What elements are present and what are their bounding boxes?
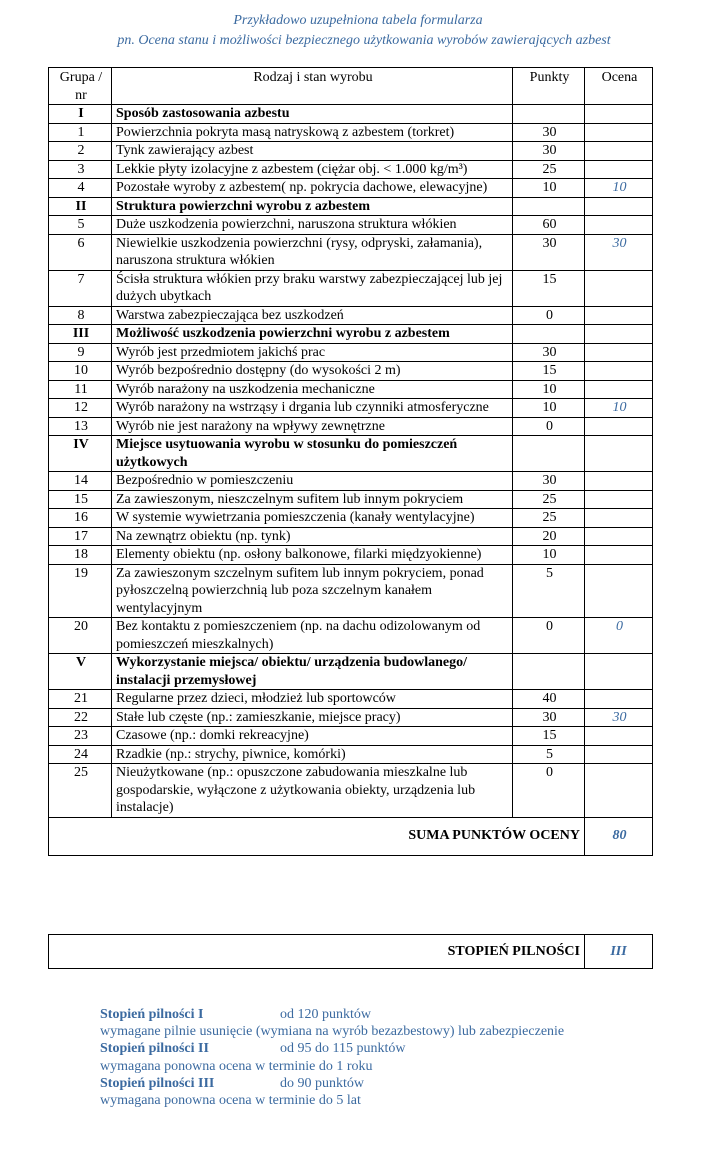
- row-rating: [585, 160, 653, 179]
- row-points: [513, 197, 585, 216]
- row-rating: [585, 380, 653, 399]
- urgency-degree-table: [48, 934, 653, 969]
- row-number: 6: [49, 234, 112, 270]
- row-points: 60: [513, 216, 585, 235]
- legend-level: Stopień pilności III: [100, 1075, 215, 1091]
- table-row: [49, 546, 653, 565]
- table-row: [49, 399, 653, 418]
- legend-threshold: do 90 punktów: [280, 1075, 364, 1091]
- row-number: 14: [49, 472, 112, 491]
- row-rating: [585, 654, 653, 690]
- row-points: 0: [513, 764, 585, 818]
- table-row: [49, 142, 653, 161]
- row-points: 25: [513, 160, 585, 179]
- row-rating: [585, 325, 653, 344]
- row-description: Czasowe (np.: domki rekreacyjne): [112, 727, 513, 746]
- assessment-table: [48, 67, 653, 856]
- urgency-degree-label: STOPIEŃ PILNOŚCI: [49, 935, 585, 969]
- legend-threshold: od 95 do 115 punktów: [280, 1041, 406, 1057]
- row-rating: [585, 123, 653, 142]
- row-rating: [585, 343, 653, 362]
- row-number: 11: [49, 380, 112, 399]
- row-rating: 10: [585, 179, 653, 198]
- row-number: I: [49, 105, 112, 124]
- row-description: Niewielkie uszkodzenia powierzchni (rysy, odpryski, załamania), naruszona struktura włókien: [112, 234, 513, 270]
- table-row: [49, 490, 653, 509]
- legend-action: wymagana ponowna ocena w terminie do 1 roku: [100, 1058, 373, 1074]
- row-description: Wyrób narażony na uszkodzenia mechaniczne: [112, 380, 513, 399]
- row-description: Ścisła struktura włókien przy braku warstwy zabezpieczającej lub jej dużych ubytkach: [112, 270, 513, 306]
- sum-row: [49, 817, 653, 855]
- table-row: [49, 380, 653, 399]
- section-row: [49, 325, 653, 344]
- row-rating: [585, 490, 653, 509]
- row-points: 10: [513, 380, 585, 399]
- row-rating: [585, 564, 653, 618]
- row-number: IV: [49, 436, 112, 472]
- legend-level: Stopień pilności I: [100, 1007, 204, 1022]
- legend-level: Stopień pilności II: [100, 1041, 209, 1057]
- row-number: 1: [49, 123, 112, 142]
- row-description: Sposób zastosowania azbestu: [112, 105, 513, 124]
- legend-action: wymagane pilnie usunięcie (wymiana na wyrób bezazbestowy) lub zabezpieczenie: [100, 1024, 565, 1040]
- section-row: [49, 197, 653, 216]
- row-description: Za zawieszonym, nieszczelnym sufitem lub innym pokryciem: [112, 490, 513, 509]
- row-description: Warstwa zabezpieczająca bez uszkodzeń: [112, 306, 513, 325]
- row-points: 15: [513, 727, 585, 746]
- row-number: 7: [49, 270, 112, 306]
- row-points: [513, 654, 585, 690]
- table-row: [49, 270, 653, 306]
- row-description: Struktura powierzchni wyrobu z azbestem: [112, 197, 513, 216]
- table-header-row: [49, 68, 653, 105]
- row-description: Miejsce usytuowania wyrobu w stosunku do pomieszczeń użytkowych: [112, 436, 513, 472]
- table-row: [49, 727, 653, 746]
- row-rating: [585, 436, 653, 472]
- row-points: 15: [513, 270, 585, 306]
- table-row: [49, 216, 653, 235]
- row-points: 20: [513, 527, 585, 546]
- legend-row-1: [100, 1006, 700, 1023]
- legend-row-3: [100, 1075, 700, 1092]
- row-number: 17: [49, 527, 112, 546]
- row-points: 5: [513, 745, 585, 764]
- row-number: III: [49, 325, 112, 344]
- row-number: 18: [49, 546, 112, 565]
- section-row: [49, 105, 653, 124]
- row-number: 16: [49, 509, 112, 528]
- table-row: [49, 123, 653, 142]
- row-number: 10: [49, 362, 112, 381]
- urgency-degree-value: III: [585, 935, 653, 969]
- row-number: 20: [49, 618, 112, 654]
- row-points: [513, 105, 585, 124]
- table-row: [49, 527, 653, 546]
- row-rating: 30: [585, 234, 653, 270]
- section-row: [49, 654, 653, 690]
- row-number: II: [49, 197, 112, 216]
- row-description: Regularne przez dzieci, młodzież lub sportowców: [112, 690, 513, 709]
- table-row: [49, 306, 653, 325]
- row-description: Rzadkie (np.: strychy, piwnice, komórki): [112, 745, 513, 764]
- row-description: Nieużytkowane (np.: opuszczone zabudowania mieszkalne lub gospodarskie, wyłączone z użytkowania obiekty, urządzenia lub instalacje): [112, 764, 513, 818]
- row-points: 30: [513, 142, 585, 161]
- table-row: [49, 764, 653, 818]
- row-rating: [585, 216, 653, 235]
- row-points: 25: [513, 490, 585, 509]
- row-rating: [585, 197, 653, 216]
- table-row: [49, 472, 653, 491]
- table-row: [49, 509, 653, 528]
- row-number: 23: [49, 727, 112, 746]
- row-rating: [585, 745, 653, 764]
- row-description: Lekkie płyty izolacyjne z azbestem (ciężar obj. < 1.000 kg/m³): [112, 160, 513, 179]
- sum-value: 80: [585, 817, 653, 855]
- row-rating: [585, 509, 653, 528]
- form-title: Przykładowo uzupełniona tabela formularza: [233, 13, 483, 28]
- column-header-group: Grupa / nr: [49, 68, 112, 105]
- row-rating: 10: [585, 399, 653, 418]
- row-points: 0: [513, 417, 585, 436]
- table-row: [49, 417, 653, 436]
- row-rating: [585, 306, 653, 325]
- row-rating: [585, 764, 653, 818]
- table-row: [49, 362, 653, 381]
- row-rating: [585, 527, 653, 546]
- row-points: 0: [513, 618, 585, 654]
- row-number: 19: [49, 564, 112, 618]
- column-header-rating: Ocena: [585, 68, 653, 105]
- row-description: Stałe lub częste (np.: zamieszkanie, miejsce pracy): [112, 708, 513, 727]
- sum-label: SUMA PUNKTÓW OCENY: [49, 817, 585, 855]
- row-description: Na zewnątrz obiektu (np. tynk): [112, 527, 513, 546]
- legend-threshold: od 120 punktów: [280, 1007, 371, 1022]
- row-points: 10: [513, 399, 585, 418]
- row-rating: [585, 546, 653, 565]
- row-description: Wyrób narażony na wstrząsy i drgania lub czynniki atmosferyczne: [112, 399, 513, 418]
- column-header-kind: Rodzaj i stan wyrobu: [112, 68, 513, 105]
- table-row: [49, 618, 653, 654]
- table-row: [49, 234, 653, 270]
- row-description: Elementy obiektu (np. osłony balkonowe, filarki międzyokienne): [112, 546, 513, 565]
- row-points: 25: [513, 509, 585, 528]
- row-points: 5: [513, 564, 585, 618]
- row-description: Wyrób nie jest narażony na wpływy zewnętrzne: [112, 417, 513, 436]
- row-number: 12: [49, 399, 112, 418]
- row-description: Powierzchnia pokryta masą natryskową z azbestem (torkret): [112, 123, 513, 142]
- row-description: Tynk zawierający azbest: [112, 142, 513, 161]
- row-points: 10: [513, 179, 585, 198]
- row-number: 8: [49, 306, 112, 325]
- row-points: 0: [513, 306, 585, 325]
- legend-row-2: [100, 1040, 700, 1057]
- row-points: [513, 325, 585, 344]
- row-number: 5: [49, 216, 112, 235]
- row-rating: [585, 417, 653, 436]
- row-description: Możliwość uszkodzenia powierzchni wyrobu z azbestem: [112, 325, 513, 344]
- row-number: V: [49, 654, 112, 690]
- row-number: 21: [49, 690, 112, 709]
- row-rating: [585, 727, 653, 746]
- row-points: 30: [513, 123, 585, 142]
- row-points: 30: [513, 343, 585, 362]
- table-row: [49, 745, 653, 764]
- row-points: 30: [513, 234, 585, 270]
- row-description: Pozostałe wyroby z azbestem( np. pokrycia dachowe, elewacyjne): [112, 179, 513, 198]
- urgency-degree-row: [49, 935, 653, 969]
- row-description: Wyrób bezpośrednio dostępny (do wysokości 2 m): [112, 362, 513, 381]
- row-number: 25: [49, 764, 112, 818]
- row-description: Wykorzystanie miejsca/ obiektu/ urządzenia budowlanego/ instalacji przemysłowej: [112, 654, 513, 690]
- table-row: [49, 160, 653, 179]
- row-rating: [585, 270, 653, 306]
- row-rating: [585, 362, 653, 381]
- row-points: 30: [513, 472, 585, 491]
- row-description: W systemie wywietrzania pomieszczenia (kanały wentylacyjne): [112, 509, 513, 528]
- row-rating: [585, 690, 653, 709]
- row-number: 24: [49, 745, 112, 764]
- row-rating: [585, 105, 653, 124]
- row-number: 3: [49, 160, 112, 179]
- urgency-legend: [100, 1006, 700, 1109]
- column-header-points: Punkty: [513, 68, 585, 105]
- row-rating: 0: [585, 618, 653, 654]
- row-number: 15: [49, 490, 112, 509]
- row-number: 4: [49, 179, 112, 198]
- table-body: [49, 105, 653, 818]
- row-description: Duże uszkodzenia powierzchni, naruszona struktura włókien: [112, 216, 513, 235]
- row-points: 40: [513, 690, 585, 709]
- row-number: 9: [49, 343, 112, 362]
- row-description: Bezpośrednio w pomieszczeniu: [112, 472, 513, 491]
- row-number: 13: [49, 417, 112, 436]
- row-rating: 30: [585, 708, 653, 727]
- table-row: [49, 708, 653, 727]
- row-points: 30: [513, 708, 585, 727]
- row-rating: [585, 142, 653, 161]
- row-rating: [585, 472, 653, 491]
- row-description: Wyrób jest przedmiotem jakichś prac: [112, 343, 513, 362]
- section-row: [49, 436, 653, 472]
- row-number: 2: [49, 142, 112, 161]
- table-row: [49, 343, 653, 362]
- row-description: Za zawieszonym szczelnym sufitem lub innym pokryciem, ponad pyłoszczelną powierzchnią lub poza szczelnym kanałem wentylacyjnym: [112, 564, 513, 618]
- row-points: 15: [513, 362, 585, 381]
- table-row: [49, 179, 653, 198]
- table-row: [49, 564, 653, 618]
- row-description: Bez kontaktu z pomieszczeniem (np. na dachu odizolowanym od pomieszczeń mieszkalnych): [112, 618, 513, 654]
- row-number: 22: [49, 708, 112, 727]
- row-points: 10: [513, 546, 585, 565]
- form-subtitle: pn. Ocena stanu i możliwości bezpiecznego użytkowania wyrobów zawierających azbest: [117, 33, 611, 48]
- table-row: [49, 690, 653, 709]
- row-points: [513, 436, 585, 472]
- legend-action: wymagana ponowna ocena w terminie do 5 lat: [100, 1092, 361, 1108]
